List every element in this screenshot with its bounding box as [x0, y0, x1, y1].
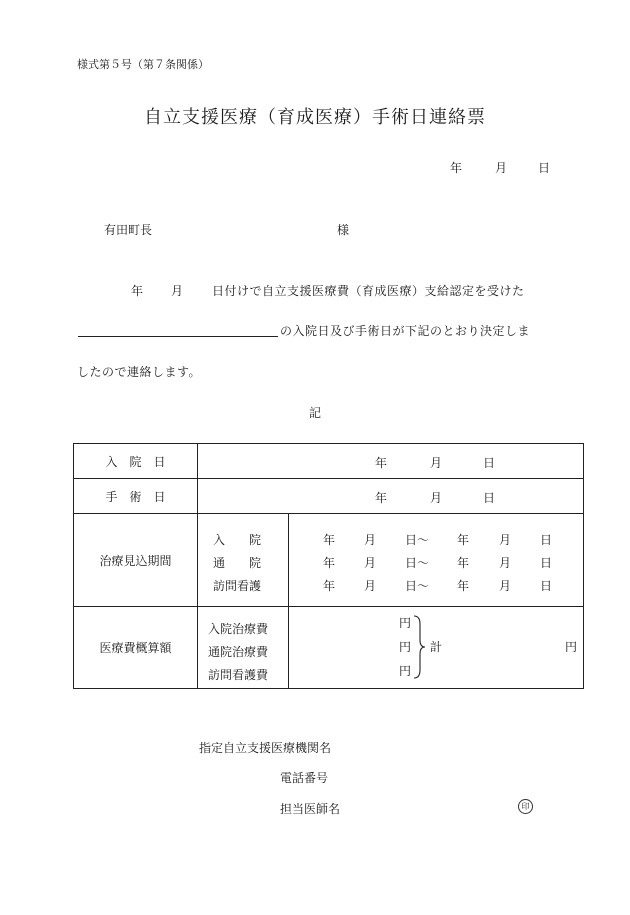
- curly-brace-icon: [412, 614, 426, 680]
- surgery-month: 月: [430, 491, 443, 505]
- home-nursing-start-day: 日～: [405, 579, 430, 593]
- admission-row: [74, 444, 584, 479]
- cost-home-nursing-unit: 円: [399, 664, 412, 678]
- home-nursing-end-month: 月: [499, 579, 512, 593]
- info-table: [73, 443, 584, 689]
- admission-day: 日: [483, 456, 496, 470]
- cost-type-inpatient: 入院治療費: [208, 622, 269, 636]
- body-line3-text: したので連絡します。: [77, 365, 202, 379]
- surgery-day: 日: [483, 491, 496, 505]
- body-month-label: 月: [171, 284, 184, 298]
- addressee-name: 有田町長: [104, 223, 153, 237]
- body-line2-text: の入院日及び手術日が下記のとおり決定しま: [280, 324, 531, 338]
- treatment-period-row: [74, 514, 584, 607]
- inpatient-end-year: 年: [457, 533, 470, 547]
- admission-label: 入 院 日: [74, 444, 198, 479]
- cost-total-label: 計: [430, 640, 443, 654]
- home-nursing-start-month: 月: [364, 579, 377, 593]
- treatment-type-inpatient: 入 院: [213, 533, 262, 547]
- date-day-label: 日: [538, 161, 551, 175]
- admission-month: 月: [430, 456, 443, 470]
- surgery-year: 年: [375, 491, 388, 505]
- date-year-label: 年: [450, 161, 463, 175]
- outpatient-end-month: 月: [499, 556, 512, 570]
- doctor-name-label: 担当医師名: [280, 802, 341, 816]
- admission-year: 年: [375, 456, 388, 470]
- body-line1-text: 日付けで自立支援医療費（育成医療）支給認定を受けた: [212, 284, 525, 298]
- home-nursing-start-year: 年: [323, 579, 336, 593]
- treatment-dates-cell: [289, 514, 584, 607]
- inpatient-end-month: 月: [499, 533, 512, 547]
- phone-number-label: 電話番号: [280, 771, 329, 785]
- home-nursing-end-year: 年: [457, 579, 470, 593]
- date-month-label: 月: [495, 161, 508, 175]
- treatment-type-outpatient: 通 院: [213, 556, 262, 570]
- cost-estimate-row: [74, 607, 584, 689]
- surgery-row: [74, 479, 584, 514]
- outpatient-start-year: 年: [323, 556, 336, 570]
- cost-inpatient-unit: 円: [399, 616, 412, 630]
- patient-name-blank-line: [78, 336, 278, 337]
- cost-type-home-nursing: 訪問看護費: [208, 668, 269, 682]
- treatment-period-label: 治療見込期間: [74, 514, 198, 607]
- cost-estimate-label: 医療費概算額: [74, 607, 198, 689]
- outpatient-end-year: 年: [457, 556, 470, 570]
- admission-date-cell: [198, 444, 584, 479]
- seal-mark: 印: [518, 799, 533, 814]
- home-nursing-end-day: 日: [540, 579, 553, 593]
- inpatient-start-month: 月: [364, 533, 377, 547]
- form-number: 様式第５号（第７条関係）: [77, 58, 209, 71]
- body-year-label: 年: [131, 284, 144, 298]
- outpatient-start-day: 日～: [405, 556, 430, 570]
- inpatient-start-day: 日～: [405, 533, 430, 547]
- addressee-honorific: 様: [337, 223, 350, 237]
- cost-amounts-cell: [289, 607, 584, 689]
- page-title: 自立支援医療（育成医療）手術日連絡票: [144, 107, 486, 128]
- inpatient-end-day: 日: [540, 533, 553, 547]
- inpatient-start-year: 年: [323, 533, 336, 547]
- cost-outpatient-unit: 円: [399, 640, 412, 654]
- cost-total-unit: 円: [565, 640, 578, 654]
- ki-heading: 記: [308, 406, 321, 420]
- outpatient-end-day: 日: [540, 556, 553, 570]
- outpatient-start-month: 月: [364, 556, 377, 570]
- cost-type-outpatient: 通院治療費: [208, 645, 269, 659]
- institution-name-label: 指定自立支援医療機関名: [199, 741, 332, 755]
- cost-type-cell: [198, 607, 289, 689]
- treatment-type-cell: [198, 514, 289, 607]
- surgery-label: 手 術 日: [74, 479, 198, 514]
- surgery-date-cell: [198, 479, 584, 514]
- treatment-type-home-nursing: 訪問看護: [213, 579, 262, 593]
